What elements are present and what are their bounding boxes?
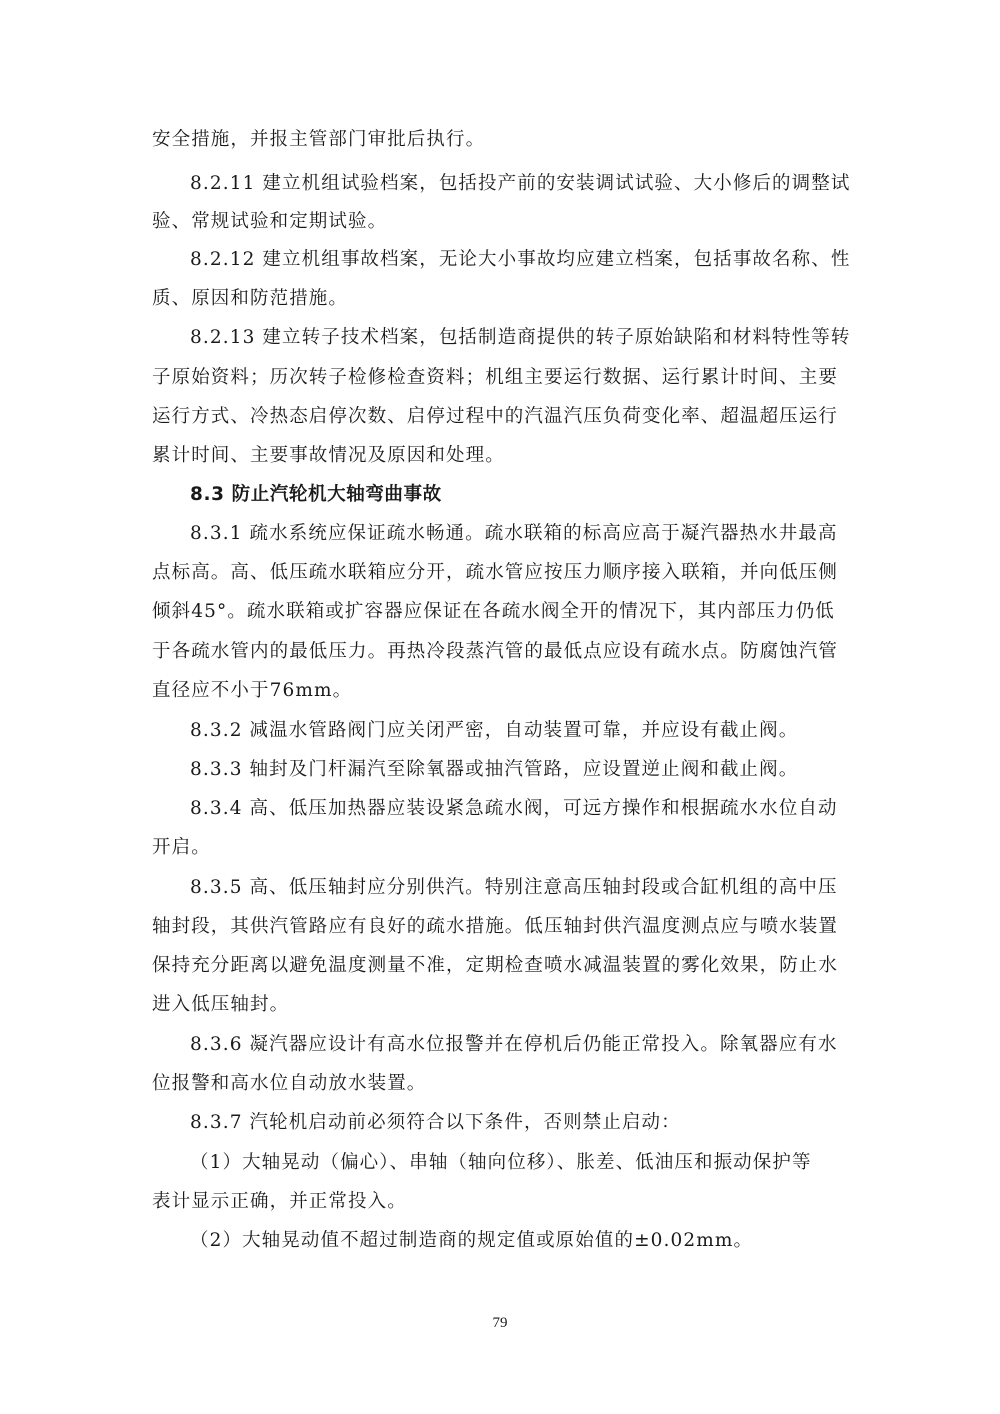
text-line: 子原始资料；历次转子检修检查资料；机组主要运行数据、运行累计时间、主要 [152, 367, 839, 388]
text-line: 保持充分距离以避免温度测量不准，定期检查喷水减温装置的雾化效果，防止水 [152, 955, 839, 976]
text-line: 直径应不小于76mm。 [152, 680, 353, 701]
text-line: 轴封段，其供汽管路应有良好的疏水措施。低压轴封供汽温度测点应与喷水装置 [152, 916, 839, 937]
text-line: 验、常规试验和定期试验。 [152, 211, 388, 232]
text-line: 开启。 [152, 837, 211, 858]
clause-8-3-7: 8.3.7 汽轮机启动前必须符合以下条件，否则禁止启动： [190, 1112, 681, 1133]
page-number: 79 [492, 1315, 508, 1331]
clause-8-3-1: 8.3.1 疏水系统应保证疏水畅通。疏水联箱的标高应高于凝汽器热水井最高 [190, 523, 838, 544]
text-line: 倾斜45°。疏水联箱或扩容器应保证在各疏水阀全开的情况下，其内部压力仍低 [152, 601, 835, 622]
text-line: 表计显示正确，并正常投入。 [152, 1191, 407, 1212]
clause-8-3-4: 8.3.4 高、低压加热器应装设紧急疏水阀，可远方操作和根据疏水水位自动 [190, 798, 838, 819]
text-line: 质、原因和防范措施。 [152, 288, 349, 309]
clause-8-3-5: 8.3.5 高、低压轴封应分别供汽。特别注意高压轴封段或合缸机组的高中压 [190, 877, 838, 898]
clause-8-3-2: 8.3.2 减温水管路阀门应关闭严密，自动装置可靠，并应设有截止阀。 [190, 720, 799, 741]
text-line: 累计时间、主要事故情况及原因和处理。 [152, 445, 505, 466]
text-line: 点标高。高、低压疏水联箱应分开，疏水管应按压力顺序接入联箱，并向低压侧 [152, 562, 839, 583]
section-heading-8-3: 8.3 防止汽轮机大轴弯曲事故 [190, 484, 442, 505]
text-line: 安全措施，并报主管部门审批后执行。 [152, 129, 486, 150]
clause-8-2-13: 8.2.13 建立转子技术档案，包括制造商提供的转子原始缺陷和材料特性等转 [190, 327, 851, 348]
text-line: 运行方式、冷热态启停次数、启停过程中的汽温汽压负荷变化率、超温超压运行 [152, 406, 839, 427]
clause-8-2-11: 8.2.11 建立机组试验档案，包括投产前的安装调试试验、大小修后的调整试 [190, 173, 851, 194]
text-line: 进入低压轴封。 [152, 994, 290, 1015]
clause-8-2-12: 8.2.12 建立机组事故档案，无论大小事故均应建立档案，包括事故名称、性 [190, 249, 851, 270]
list-item-1: （1）大轴晃动（偏心）、串轴（轴向位移）、胀差、低油压和振动保护等 [190, 1152, 812, 1173]
text-line: 于各疏水管内的最低压力。再热冷段蒸汽管的最低点应设有疏水点。防腐蚀汽管 [152, 641, 839, 662]
list-item-2: （2）大轴晃动值不超过制造商的规定值或原始值的±0.02mm。 [190, 1230, 754, 1251]
text-line: 位报警和高水位自动放水装置。 [152, 1073, 427, 1094]
clause-8-3-3: 8.3.3 轴封及门杆漏汽至除氧器或抽汽管路，应设置逆止阀和截止阀。 [190, 759, 799, 780]
clause-8-3-6: 8.3.6 凝汽器应设计有高水位报警并在停机后仍能正常投入。除氧器应有水 [190, 1034, 838, 1055]
